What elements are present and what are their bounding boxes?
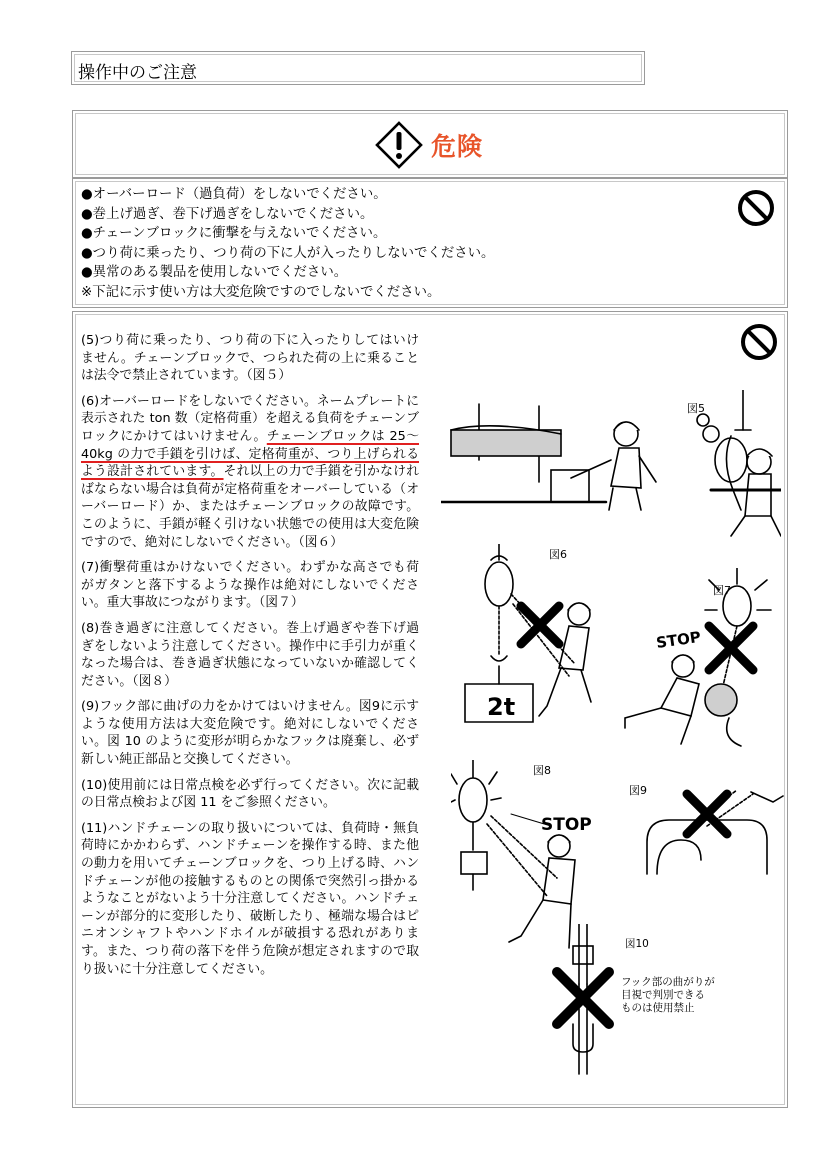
figure-6-illustration	[451, 544, 611, 734]
rule-list	[81, 185, 494, 303]
section-11: (11)ハンドチェーンの取り扱いについては、負荷時・無負荷時にかかわらず、ハンドチェーンを操作する時、また他の動力を用いてチェーンブロックを、つり上げる時、ハンドチェーンが他の接触するものとの関係で突然引っ掛かるようなことがないよう十分注意してください。ハンドチェーンが部分的に変形したり、破断したり、極端な場合はピニオンシャフトやハンドホイルが破損する恐れがあります。また、つり荷の落下を伴う危険が想定されますので取り扱いに十分注意してください。	[81, 820, 419, 977]
prohibition-icon	[739, 322, 779, 362]
load-weight-label: 2t	[487, 693, 516, 721]
section-7: (7)衝撃荷重はかけないでください。わずかな高さでも荷がガタンと落下するような操作は絶対にしないでください。重大事故につながります。（図７）	[81, 560, 419, 611]
rule-item: ●つり荷に乗ったり、つり荷の下に人が入ったりしないでください。	[81, 245, 495, 261]
figure-10-note-line: フック部の曲がりが	[621, 976, 715, 988]
figure-10-illustration	[543, 924, 623, 1104]
danger-rules	[72, 178, 788, 308]
figure-5-illustration	[441, 390, 781, 540]
page-title: 操作中のご注意	[78, 63, 197, 83]
warning-icon	[375, 121, 423, 169]
instruction-panel	[72, 311, 788, 1108]
figure-10-note-line: 目視で判別できる	[621, 989, 705, 1001]
figure-10-label: 図10	[625, 938, 649, 950]
section-6-rest: それ以上の力で手鎖を引かなければならない場合は負荷が定格荷重をオーバーしている（オーバーロード）か、またはチェーンブロックの故障です。このように、手鎖が軽く引けない状態での使用は大変危険ですので、絶対にしないでください。（図６）	[81, 464, 419, 550]
figure-7-label: 図7	[713, 584, 731, 597]
section-9: (9)フック部に曲げの力をかけてはいけません。図9に示すような使用方法は大変危険です。絶対にしないでください。図 10 のように変形が明らかなフックは廃棄し、必ず新しい純正部品と交換してください。	[81, 699, 419, 768]
figure-10-note-line: ものは使用禁止	[621, 1002, 695, 1014]
rule-item: ※下記に示す使い方は大変危険ですのでしないでください。	[81, 284, 441, 300]
danger-word: 危険	[431, 132, 484, 161]
section-6-underlined: チェーンブロックは 25～40kg の力で手鎖を引けば、定格荷重が、つり上げられるよう設計されています。	[81, 428, 419, 480]
figure-7-illustration	[621, 568, 781, 758]
prohibition-icon	[736, 188, 776, 228]
section-6-intro: (6)オーバーロードをしないでください。ネームプレートに表示された ton 数（定格荷重）を超える負荷をチェーンブロックにかけてはいけません。	[81, 393, 419, 444]
page-title-box	[71, 51, 645, 85]
rule-item: ●異常のある製品を使用しないでください。	[81, 265, 348, 281]
instruction-text	[81, 332, 419, 986]
rule-item: ●オーバーロード（過負荷）をしないでください。	[81, 187, 387, 202]
figure-8-label: 図8	[533, 764, 551, 777]
figure-9-label: 図9	[629, 784, 647, 797]
section-5: (5)つり荷に乗ったり、つり荷の下に入ったりしてはいけません。チェーンブロックで、つられた荷の上に乗ることは法令で禁止されています。（図５）	[81, 333, 419, 384]
figure-9-illustration	[627, 780, 787, 880]
section-8: (8)巻き過ぎに注意してください。巻上げ過ぎや巻下げ過ぎをしないよう注意してください。操作中に手引力が重くなった場合は、巻き過ぎ状態になっていないか確認してください。（図８）	[81, 620, 419, 689]
danger-header	[72, 110, 788, 178]
stop-label: STOP	[541, 815, 592, 835]
section-10: (10)使用前には日常点検を必ず行ってください。次に記載の日常点検および図 11 をご参照ください。	[81, 777, 419, 811]
figure-10-note	[621, 976, 715, 1015]
figure-6-label: 図6	[549, 548, 567, 561]
stop-label: STOP	[655, 627, 702, 652]
rule-item: ●巻上げ過ぎ、巻下げ過ぎをしないでください。	[81, 206, 374, 222]
rule-item: ●チェーンブロックに衝撃を与えないでください。	[81, 226, 387, 242]
figure-5-label: 図5	[687, 402, 705, 415]
section-6	[81, 393, 419, 551]
